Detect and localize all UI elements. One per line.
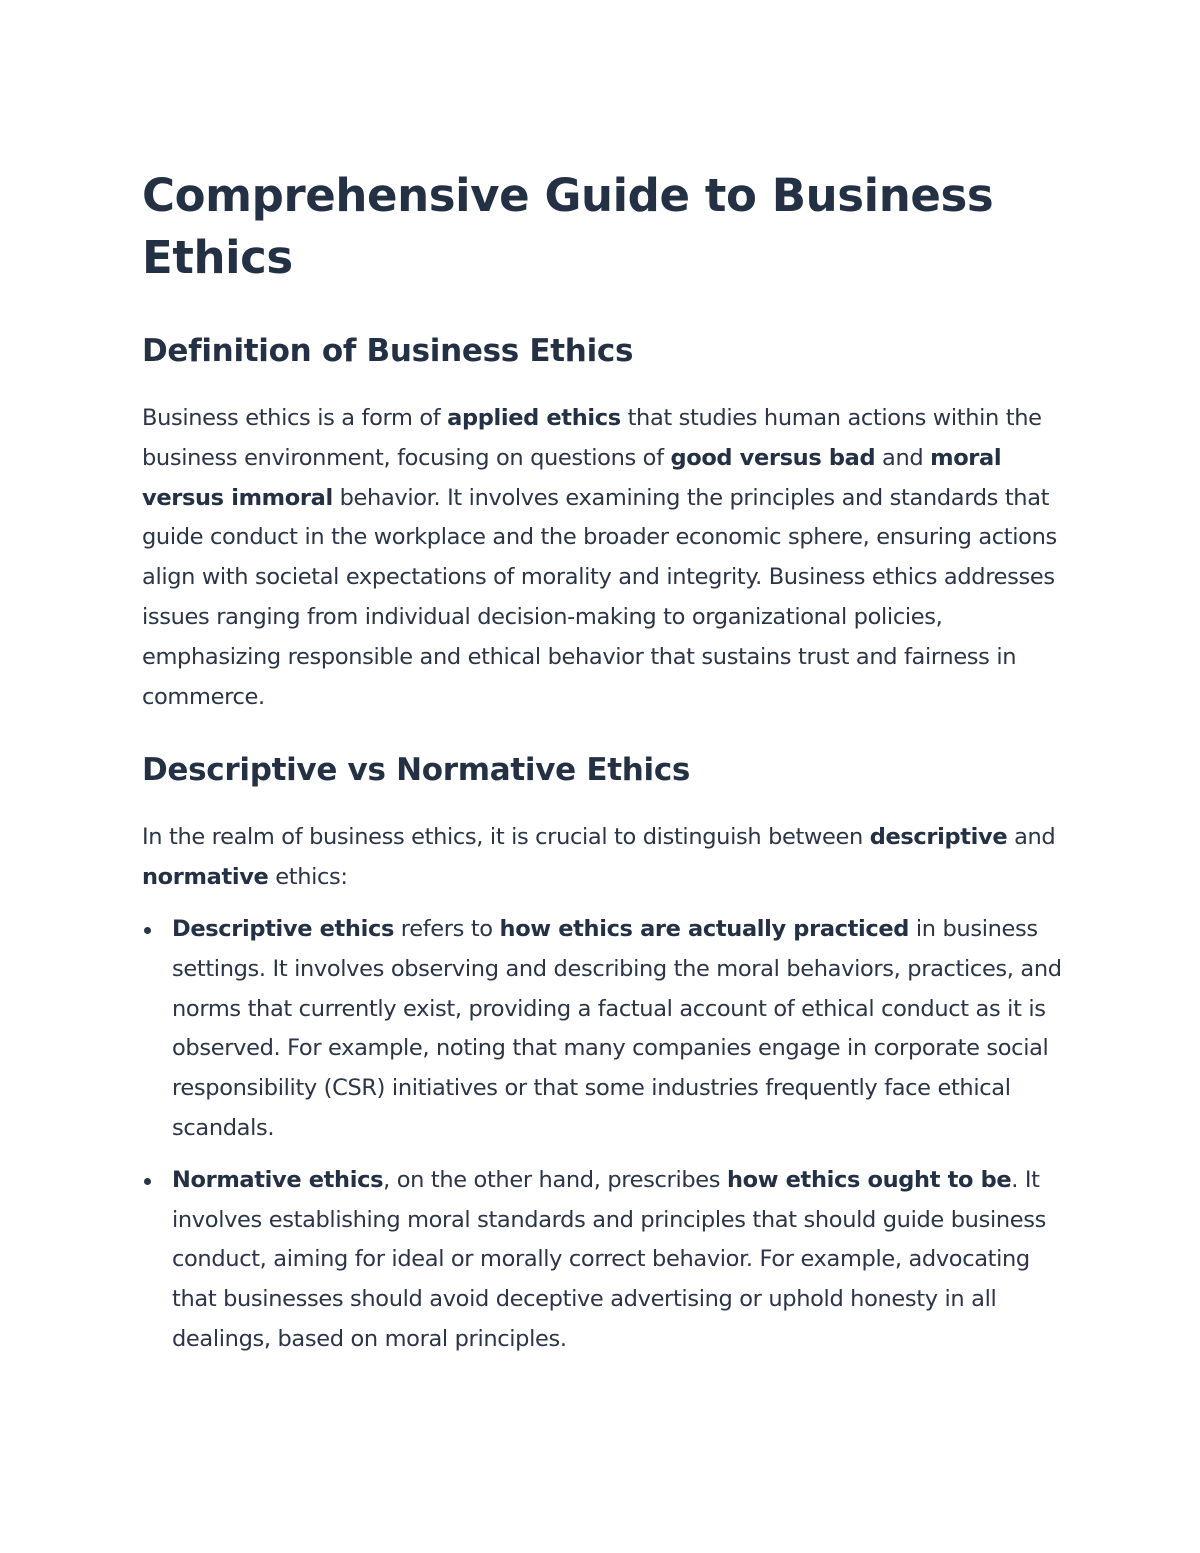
text-run: . It involves establishing moral standards and principles that should guide business conduct, aiming for ideal or morally correct behavior. For example, advocating that businesses should avoid deceptive advertising or uphold honesty in all dealings, based on moral principles. [172, 1166, 1046, 1352]
bold-term: Descriptive ethics [172, 915, 394, 942]
page-title: Comprehensive Guide to Business Ethics [142, 169, 994, 284]
bold-term: how ethics ought to be [726, 1166, 1012, 1193]
bold-term-normative: normative [142, 864, 269, 891]
text-run: in business settings. It involves observing and describing the moral behaviors, practices, and norms that currently exist, providing a factual account of ethical conduct as it is observed. For example, noting that many companies engage in corporate social responsibility (CSR) initiatives or that some industries frequently face ethical scandals. [172, 915, 1062, 1141]
text-run: In the realm of business ethics, it is crucial to distinguish between [142, 824, 870, 851]
text-run: , on the other hand, prescribes [383, 1166, 727, 1193]
bold-term-descriptive: descriptive [869, 824, 1008, 851]
list-item-normative-ethics [142, 1161, 1072, 1360]
text-run: Business ethics is a form of [142, 405, 448, 431]
ethics-types-list [142, 910, 1072, 1360]
text-run: and [875, 444, 931, 471]
section-heading-descriptive-normative: Descriptive vs Normative Ethics [142, 752, 691, 789]
text-run: that studies human actions within the business environment, focusing on questions of [142, 405, 1042, 471]
text-run: refers to [394, 915, 500, 942]
bullet-icon [144, 1178, 151, 1185]
text-run: and [1007, 824, 1056, 851]
bold-term-applied-ethics: applied ethics [447, 405, 621, 431]
bold-term: how ethics are actually practiced [499, 915, 910, 942]
document-page [142, 165, 1072, 1360]
bullet-icon [144, 927, 151, 934]
definition-paragraph [142, 399, 1072, 717]
intro-paragraph [142, 818, 1072, 898]
section-heading-definition: Definition of Business Ethics [142, 333, 634, 369]
bold-term-moral-versus-immoral: moral versus immoral [142, 444, 1002, 511]
list-item-descriptive-ethics [142, 910, 1072, 1149]
bold-term: Normative ethics [172, 1166, 384, 1193]
bold-term-good-versus-bad: good versus bad [670, 444, 876, 471]
text-run: behavior. It involves examining the principles and standards that guide conduct in the workplace and the broader economic sphere, ensuring actions align with societal expectations of morality and integrity. Business ethics addresses issues ranging from individual decision-making to organizational policies, emphasizing responsible and ethical behavior that sustains trust and fairness in commerce. [142, 484, 1057, 710]
text-run: ethics: [268, 864, 348, 891]
